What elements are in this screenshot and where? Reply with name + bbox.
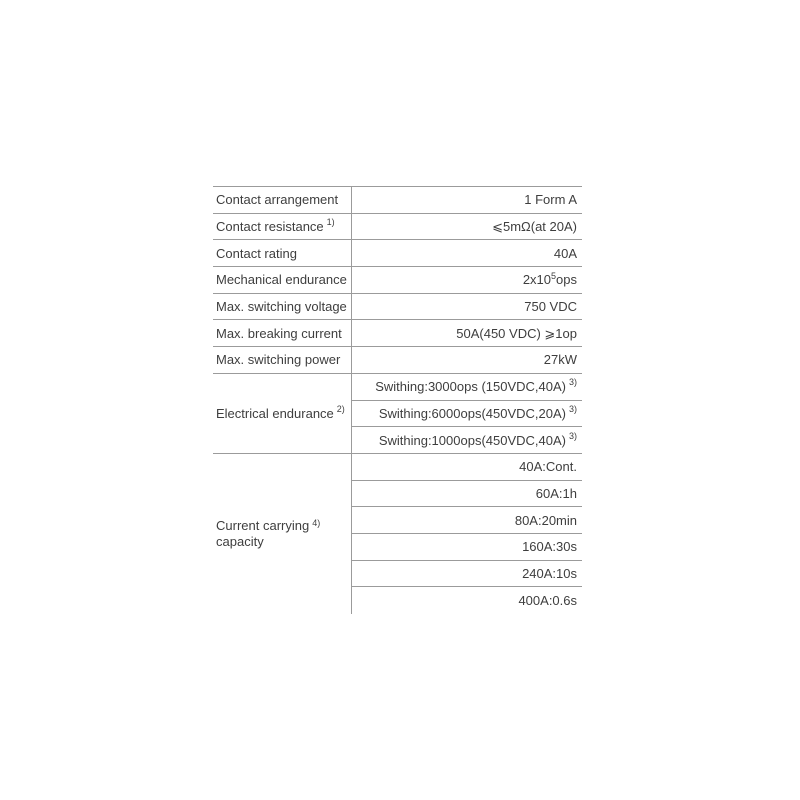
spec-label-contact-rating [213, 240, 352, 267]
label-text: Electrical endurance [216, 405, 334, 421]
label-text: Contact resistance [216, 219, 324, 235]
label-text: Contact rating [216, 245, 297, 261]
spec-value-carrying-40a [352, 454, 582, 481]
spec-table [213, 186, 582, 614]
footnote-marker: 3) [568, 377, 577, 388]
footnote-marker: 3) [568, 403, 577, 414]
value-text: 240A:10s [522, 565, 577, 581]
spec-label-contact-resistance [213, 214, 352, 241]
spec-label-mechanical-endurance [213, 267, 352, 294]
label-text: Max. switching power [216, 352, 341, 368]
value-text: 80A:20min [514, 512, 577, 528]
value-text: 160A:30s [522, 539, 577, 555]
label-text: Mechanical endurance [216, 272, 347, 288]
spec-label-contact-arrangement [213, 187, 352, 214]
spec-label-max-switching-voltage [213, 294, 352, 321]
value-text: Swithing:6000ops(450VDC,20A) [378, 405, 566, 421]
spec-value-carrying-60a [352, 481, 582, 508]
label-text: Max. switching voltage [216, 299, 347, 315]
value-text: 400A:0.6s [518, 593, 577, 609]
spec-value-max-switching-power [352, 347, 582, 374]
spec-value-endurance-row-1 [352, 374, 582, 401]
spec-label-max-breaking-current [213, 320, 352, 347]
value-text: 27kW [543, 352, 577, 368]
value-text: 750 VDC [524, 299, 577, 315]
label-text: Contact arrangement [216, 192, 339, 208]
value-text: 40A [553, 245, 577, 261]
spec-value-carrying-160a [352, 534, 582, 561]
spec-value-contact-rating [352, 240, 582, 267]
footnote-marker: 1) [326, 217, 335, 228]
spec-label-current-carrying-capacity [213, 454, 352, 614]
label-text: Max. breaking current [216, 325, 342, 341]
value-text: 2x10 [522, 272, 552, 288]
value-text: 40A:Cont. [519, 459, 577, 475]
value-text: ⩽5mΩ(at 20A) [492, 219, 577, 235]
spec-value-carrying-240a [352, 561, 582, 588]
footnote-marker: 3) [568, 430, 577, 441]
label-line-2: capacity [216, 533, 264, 549]
spec-value-carrying-80a [352, 507, 582, 534]
spec-value-contact-resistance [352, 214, 582, 241]
label-line-1 [216, 518, 320, 534]
spec-value-max-breaking-current [352, 320, 582, 347]
exponent: 5 [551, 271, 557, 282]
value-text: 1 Form A [524, 192, 577, 208]
label-text: Current carrying [216, 517, 310, 533]
footnote-marker: 4) [312, 517, 321, 528]
value-text: 50A(450 VDC) ⩾1op [456, 325, 577, 341]
spec-value-max-switching-voltage [352, 294, 582, 321]
value-text: 60A:1h [535, 485, 577, 501]
spec-value-endurance-row-3 [352, 427, 582, 454]
spec-value-contact-arrangement [352, 187, 582, 214]
spec-label-electrical-endurance [213, 374, 352, 454]
spec-value-endurance-row-2 [352, 401, 582, 428]
value-text: ops [556, 272, 577, 288]
spec-label-max-switching-power [213, 347, 352, 374]
footnote-marker: 2) [336, 403, 345, 414]
value-text: Swithing:3000ops (150VDC,40A) [375, 379, 566, 395]
spec-value-mechanical-endurance [352, 267, 582, 294]
spec-value-carrying-400a [352, 587, 582, 614]
value-text: Swithing:1000ops(450VDC,40A) [378, 432, 566, 448]
